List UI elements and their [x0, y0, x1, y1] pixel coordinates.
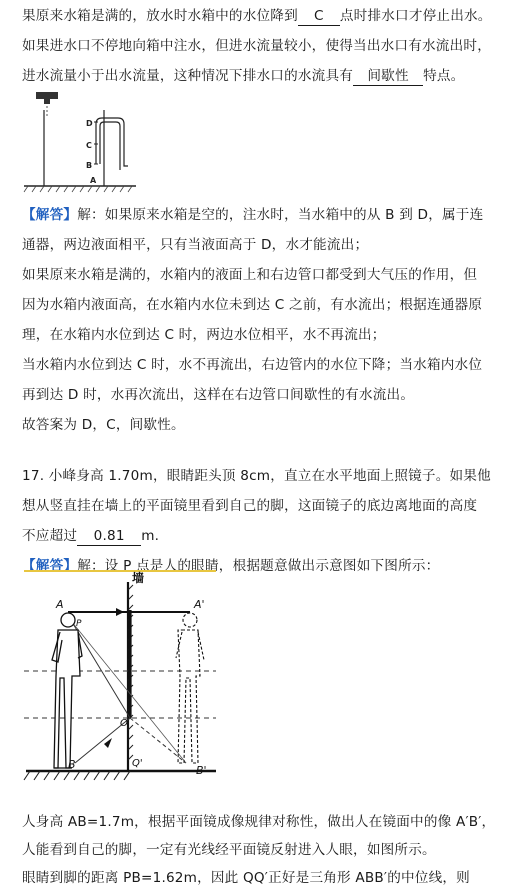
- answer-line: 因为水箱内液面高，在水箱内水位未到达 C 之前，有水流出；根据连通器原: [22, 297, 483, 313]
- text: 果原来水箱是满的，放水时水箱中的水位降到: [22, 8, 298, 24]
- person-image: [176, 613, 204, 763]
- text: 解：设 P 点是人的眼睛，根据题意做出示意图如下图所示：: [77, 558, 440, 574]
- answer-line: 当水箱内水位到达 C 时，水不再流出，右边管内的水位下降；当水箱内水位: [22, 357, 483, 373]
- paragraph-line: 如果进水口不停地向箱中注水，但进水流量较小，使得当出水口有水流出时，: [22, 38, 491, 54]
- label-C: C: [86, 141, 92, 150]
- answer-line: 故答案为 D，C，间歇性。: [22, 417, 185, 433]
- question-line: 想从竖直挂在墙上的平面镜里看到自己的脚，这面镜子的底边离地面的高度: [22, 498, 478, 514]
- water-tank-diagram: [20, 88, 140, 198]
- siphon-tube: [96, 118, 128, 166]
- label-A-prime: A': [194, 598, 205, 611]
- paragraph-line: [22, 66, 505, 86]
- label-B: B: [86, 161, 93, 170]
- paragraph-line: 眼睛到脚的距离 PB=1.62m，因此 QQ′正好是三角形 ABB′的中位线，则: [22, 870, 470, 886]
- text: 进水流量小于出水流量，这种情况下排水口的水流具有: [22, 68, 354, 84]
- wall-label: 墙: [132, 571, 145, 585]
- paragraph-line: 人身高 AB=1.7m，根据平面镜成像规律对称性，做出人在镜面中的像 A′B′，: [22, 814, 496, 830]
- arrow-icon: [116, 608, 124, 616]
- text: 特点。: [423, 68, 465, 84]
- answer-line: 理，在水箱内水位到达 C 时，两边水位相平，水不再流出；: [22, 327, 386, 343]
- label-P: P: [76, 619, 82, 629]
- answer-tag: 【解答】: [22, 558, 78, 574]
- paragraph-line: 人能看到自己的脚，一定有光线经平面镜反射进入人眼，如图所示。: [22, 842, 436, 858]
- text: 点时排水口才停止出水。: [339, 8, 492, 24]
- answer-line: 通器，两边液面相平，只有当液面高于 D，水才能流出；: [22, 237, 369, 253]
- label-Q-prime: Q': [132, 758, 143, 769]
- text: m.: [141, 528, 160, 544]
- answer-blank: C: [298, 7, 340, 26]
- question-line: 17. 小峰身高 1.70m，眼睛距头顶 8cm，直立在水平地面上照镜子。如果他: [22, 468, 491, 484]
- label-A: A: [56, 598, 64, 611]
- answer-line: 如果原来水箱是满的，水箱内的液面上和右边管口都受到大气压的作用，但: [22, 267, 478, 283]
- person-figure: [52, 613, 82, 768]
- label-B: B: [68, 758, 76, 771]
- label-D: D: [86, 119, 93, 128]
- answer-blank: 0.81: [77, 527, 141, 546]
- faucet-icon: [36, 92, 58, 104]
- label-B-prime: B': [196, 764, 207, 777]
- text: 不应超过: [22, 528, 78, 544]
- label-A: A: [90, 176, 97, 185]
- paragraph-line: [22, 6, 505, 26]
- answer-tag: 【解答】: [22, 207, 78, 223]
- label-O: O: [120, 718, 128, 729]
- answer-line: [22, 205, 505, 225]
- mirror-diagram: [20, 568, 220, 786]
- answer-line: 再到达 D 时，水再次流出，这样在右边管口间歇性的有水流出。: [22, 387, 415, 403]
- question-line: [22, 526, 505, 546]
- text: 解：如果原来水箱是空的，注水时，当水箱中的从 B 到 D，属于连: [77, 207, 484, 223]
- answer-blank: 间歇性: [353, 67, 423, 86]
